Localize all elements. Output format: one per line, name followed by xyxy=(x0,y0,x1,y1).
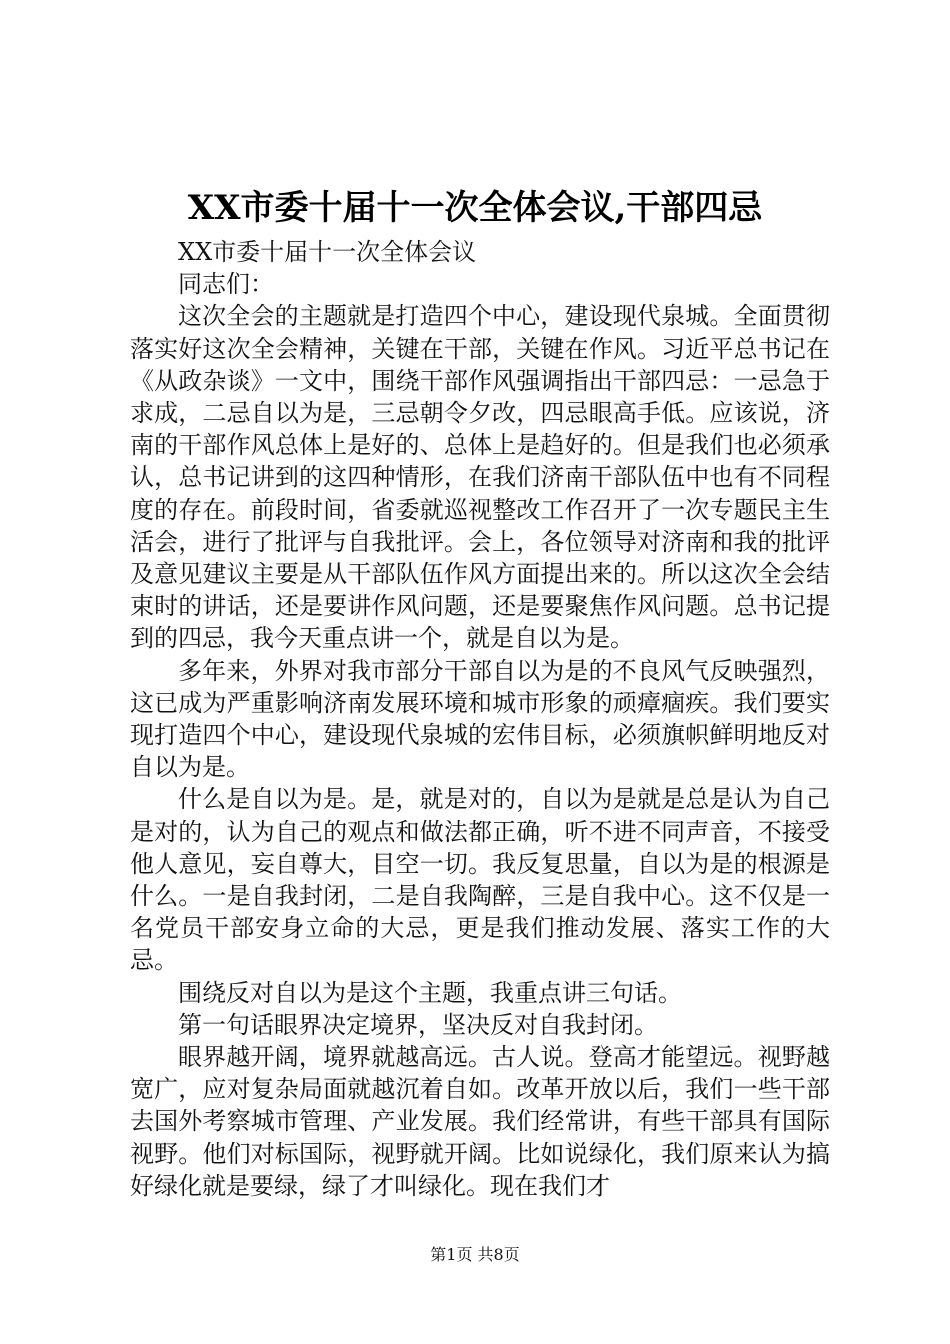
body-paragraph: 多年来，外界对我市部分干部自以为是的不良风气反映强烈，这已成为严重影响济南发展环境和城市形象的顽瘴痼疾。我们要实现打造四个中心，建设现代泉城的宏伟目标，必须旗帜鲜明地反对自以为是。 xyxy=(130,656,830,782)
body-paragraph-heading: XX市委十届十一次全体会议 xyxy=(178,238,477,266)
document-title: XX市委十届十一次全体会议,干部四忌 xyxy=(187,188,763,228)
page-number-footer: 第1页 共8页 xyxy=(430,1245,520,1264)
body-paragraph: 这次全会的主题就是打造四个中心，建设现代泉城。全面贯彻落实好这次全会精神，关键在干部，关键在作风。习近平总书记在《从政杂谈》一文中，围绕干部作风强调指出干部四忌：一忌急于求成，二忌自以为是，三忌朝令夕改，四忌眼高手低。应该说，济南的干部作风总体上是好的、总体上是趋好的。但是我们也必须承认，总书记讲到的这四种情形，在我们济南干部队伍中也有不同程度的存在。前段时间，省委就巡视整改工作召开了一次专题民主生活会，进行了批评与自我批评。会上，各位领导对济南和我的批评及意见建议主要是从干部队伍作风方面提出来的。所以这次全会结束时的讲话，还是要讲作风问题，还是要聚焦作风问题。总书记提到的四忌，我今天重点讲一个，就是自以为是。 xyxy=(130,302,830,653)
document-body xyxy=(130,236,830,1202)
body-paragraph: 围绕反对自以为是这个主题，我重点讲三句话。 xyxy=(178,978,682,1007)
body-paragraph: 什么是自以为是。是，就是对的，自以为是就是总是认为自己是对的，认为自己的观点和做法都正确，听不进不同声音，不接受他人意见，妄自尊大，目空一切。我反复思量，自以为是的根源是什么。一是自我封闭，二是自我陶醉，三是自我中心。这不仅是一名党员干部安身立命的大忌，更是我们推动发展、落实工作的大忌。 xyxy=(130,785,830,975)
body-paragraph: 眼界越开阔，境界就越高远。古人说。登高才能望远。视野越宽广，应对复杂局面就越沉着自如。改革开放以后，我们一些干部去国外考察城市管理、产业发展。我们经常讲，有些干部具有国际视野。他们对标国际，视野就开阔。比如说绿化，我们原来认为搞好绿化就是要绿，绿了才叫绿化。现在我们才 xyxy=(130,1043,830,1200)
body-paragraph: 第一句话眼界决定境界，坚决反对自我封闭。 xyxy=(178,1010,658,1039)
body-paragraph-salutation: 同志们： xyxy=(178,270,274,299)
